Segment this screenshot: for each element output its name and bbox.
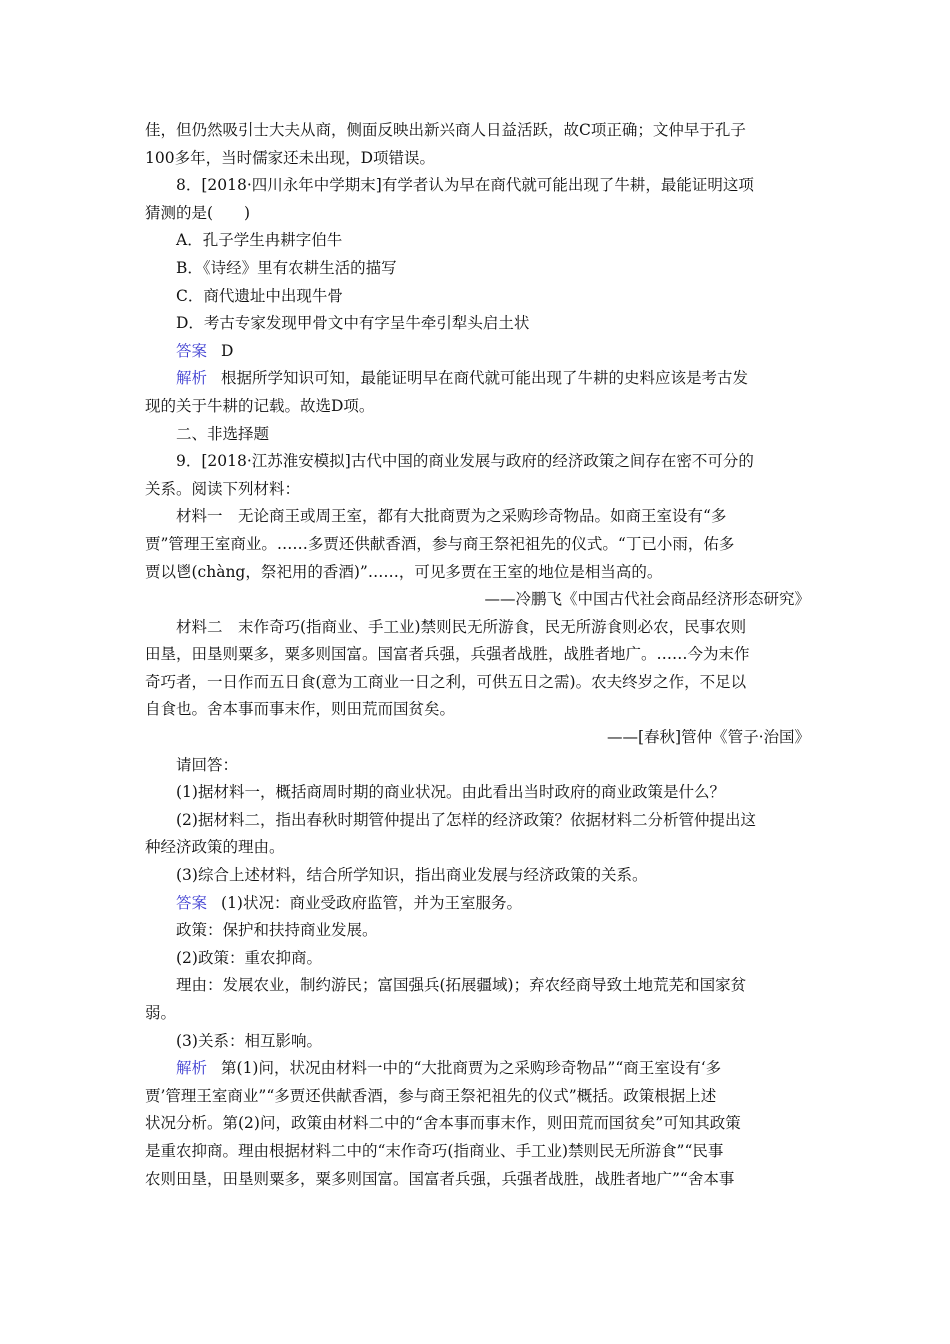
text-line [145, 476, 810, 504]
text-line [145, 890, 810, 918]
line-text: A．孔子学生冉耕字伯牛 [176, 231, 343, 250]
line-text: ——[春秋]管仲《管子·治国》 [606, 728, 810, 747]
text-line [145, 117, 810, 145]
text-line [145, 338, 810, 366]
line-text: 自食也。舍本事而事末作，则田荒而国贫矣。 [145, 700, 456, 719]
text-line [145, 586, 810, 614]
line-text: (3)关系：相互影响。 [176, 1031, 322, 1050]
text-line [145, 972, 810, 1000]
line-text: 关系。阅读下列材料： [145, 479, 301, 498]
line-text: 9．[2018·江苏淮安模拟]古代中国的商业发展与政府的经济政策之间存在密不可分的 [176, 452, 754, 471]
text-line [145, 1000, 810, 1028]
text-line [145, 641, 810, 669]
line-text: 政策：保护和扶持商业发展。 [176, 921, 378, 940]
text-line [145, 1166, 810, 1194]
text-line [145, 145, 810, 173]
line-text: (2)据材料二，指出春秋时期管仲提出了怎样的经济政策？依据材料二分析管仲提出这 [176, 810, 756, 829]
text-line [145, 945, 810, 973]
line-text: 材料一 无论商王或周王室，都有大批商贾为之采购珍奇物品。如商王室设有“多 [176, 507, 727, 526]
text-line [145, 531, 810, 559]
text-line [145, 559, 810, 587]
text-line [145, 393, 810, 421]
line-text: B．《诗经》里有农耕生活的描写 [176, 258, 397, 277]
line-text: 请回答： [176, 755, 239, 774]
text-line [145, 421, 810, 449]
text-line [145, 1110, 810, 1138]
line-text: 佳，但仍然吸引士大夫从商，侧面反映出新兴商人日益活跃，故C项正确；文仲早于孔子 [145, 121, 746, 139]
line-text: 贾’管理王室商业”“多贾还供献香酒，参与商王祭祀祖先的仪式”概括。政策根据上述 [145, 1086, 717, 1105]
line-text: 种经济政策的理由。 [145, 838, 285, 857]
line-text: 现的关于牛耕的记载。故选D项。 [145, 396, 375, 415]
text-line [145, 1028, 810, 1056]
text-line [145, 1055, 810, 1083]
line-text: 8．[2018·四川永年中学期末]有学者认为早在商代就可能出现了牛耕，最能证明这项 [176, 176, 754, 195]
line-text: 奇巧者，一日作而五日食(意为工商业一日之利，可供五日之需)。农夫终岁之作，不足以 [145, 672, 747, 691]
line-text: 猜测的是( ) [145, 203, 251, 222]
text-line [145, 227, 810, 255]
line-text: 农则田垦，田垦则粟多，粟多则国富。国富者兵强，兵强者战胜，战胜者地广”“舍本事 [145, 1169, 735, 1188]
text-line [145, 752, 810, 780]
line-text: 田垦，田垦则粟多，粟多则国富。国富者兵强，兵强者战胜，战胜者地广。……今为末作 [145, 645, 750, 664]
line-text: 贾以鬯(chàng，祭祀用的香酒)”……，可见多贾在王室的地位是相当高的。 [145, 562, 663, 581]
text-line [145, 283, 810, 311]
text-line [145, 614, 810, 642]
answer-label: 答案 [176, 341, 208, 360]
document-page [145, 117, 810, 1193]
line-text: (1)状况：商业受政府监管，并为王室服务。 [221, 893, 522, 912]
line-text: C．商代遗址中出现牛骨 [176, 286, 343, 305]
line-text: (3)综合上述材料，结合所学知识，指出商业发展与经济政策的关系。 [176, 866, 648, 885]
line-text: (2)政策：重农抑商。 [176, 948, 322, 967]
text-line [145, 779, 810, 807]
line-text: D [221, 341, 234, 360]
line-text: 状况分析。第(2)问，政策由材料二中的“舍本事而事末作，则田荒而国贫矣”可知其政策 [145, 1114, 741, 1133]
line-text: 弱。 [145, 1004, 177, 1022]
answer-label: 解析 [176, 1059, 208, 1078]
text-line [145, 834, 810, 862]
line-text: 根据所学知识可知，最能证明早在商代就可能出现了牛耕的史料应该是考古发 [221, 369, 749, 388]
text-line [145, 917, 810, 945]
text-line [145, 503, 810, 531]
text-line [145, 1138, 810, 1166]
text-line [145, 696, 810, 724]
line-text: 100多年，当时儒家还未出现，D项错误。 [145, 148, 436, 167]
answer-label: 解析 [176, 369, 208, 388]
text-line [145, 669, 810, 697]
line-text: ——冷鹏飞《中国古代社会商品经济形态研究》 [484, 590, 810, 609]
line-text: (1)据材料一，概括商周时期的商业状况。由此看出当时政府的商业政策是什么？ [176, 783, 725, 802]
text-line [145, 365, 810, 393]
line-text: 材料二 末作奇巧(指商业、手工业)禁则民无所游食，民无所游食则必农，民事农则 [176, 617, 747, 636]
line-text: 是重农抑商。理由根据材料二中的“末作奇巧(指商业、手工业)禁则民无所游食”“民事 [145, 1141, 724, 1160]
text-line [145, 807, 810, 835]
line-text: 理由：发展农业，制约游民；富国强兵(拓展疆域)；弃农经商导致土地荒芜和国家贫 [176, 976, 747, 995]
text-line [145, 862, 810, 890]
text-line [145, 724, 810, 752]
line-text: D．考古专家发现甲骨文中有字呈牛牵引犁头启土状 [176, 314, 530, 333]
text-line [145, 255, 810, 283]
line-text: 二、非选择题 [176, 424, 270, 443]
answer-label: 答案 [176, 893, 208, 912]
line-text: 第(1)问，状况由材料一中的“大批商贾为之采购珍奇物品”“商王室设有‘多 [221, 1059, 722, 1078]
text-line [145, 200, 810, 228]
text-line [145, 310, 810, 338]
text-line [145, 172, 810, 200]
line-text: 贾”管理王室商业。……多贾还供献香酒，参与商王祭祀祖先的仪式。“丁已小雨，佑多 [145, 534, 735, 553]
text-line [145, 448, 810, 476]
text-line [145, 1083, 810, 1111]
